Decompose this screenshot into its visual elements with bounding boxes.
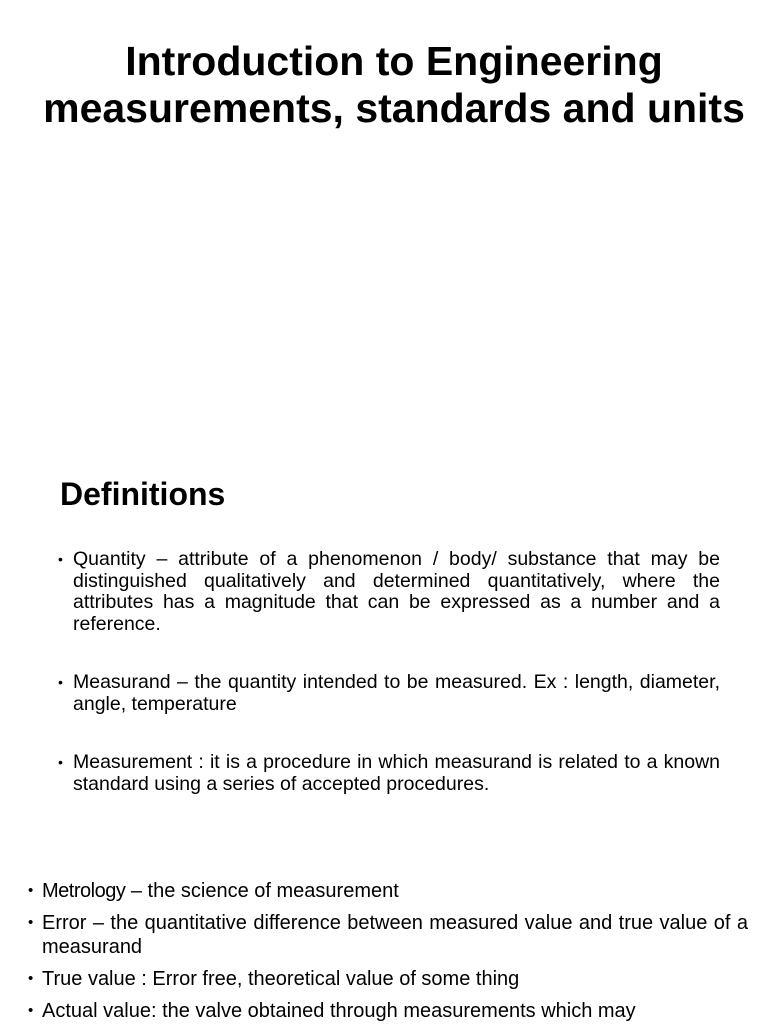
- definition-text: Quantity – attribute of a phenomenon / body/ substance that may be distinguished qualitatively and determined quantitatively, where the attributes has a magnitude that can be expressed as a number and a reference.: [73, 548, 720, 635]
- bullet-icon: •: [58, 674, 63, 690]
- definitions-list: [58, 549, 720, 795]
- slide-title: Introduction to Engineering measurements, standards and units: [43, 38, 745, 131]
- definition-item-measurand: [58, 672, 720, 715]
- bullet-icon: •: [28, 970, 34, 987]
- term-text: – the science of measurement: [125, 880, 399, 902]
- definition-item-quantity: [58, 549, 720, 635]
- term-name: Metrology: [42, 880, 126, 902]
- definition-text: Measurand – the quantity intended to be measured. Ex : length, diameter, angle, temperature: [73, 671, 720, 715]
- term-text: Error – the quantitative difference between measured value and true value of a measurand: [42, 912, 748, 958]
- term-text: Actual value: the valve obtained through measurements which may: [42, 1000, 636, 1022]
- term-item-metrology: [28, 879, 748, 903]
- term-text: True value : Error free, theoretical value of some thing: [42, 968, 520, 990]
- definitions-heading: Definitions: [60, 476, 226, 512]
- bullet-icon: •: [28, 882, 34, 899]
- terms-list: [28, 879, 748, 1023]
- bullet-icon: •: [58, 551, 63, 567]
- term-item-true-value: [28, 967, 748, 991]
- definition-text: Measurement : it is a procedure in which measurand is related to a known standard using a series of accepted procedures.: [73, 751, 720, 795]
- bullet-icon: •: [28, 914, 34, 931]
- term-item-actual-value: [28, 999, 748, 1023]
- bullet-icon: •: [28, 1002, 34, 1019]
- bullet-icon: •: [58, 754, 63, 770]
- term-item-error: [28, 911, 748, 959]
- definition-item-measurement: [58, 752, 720, 795]
